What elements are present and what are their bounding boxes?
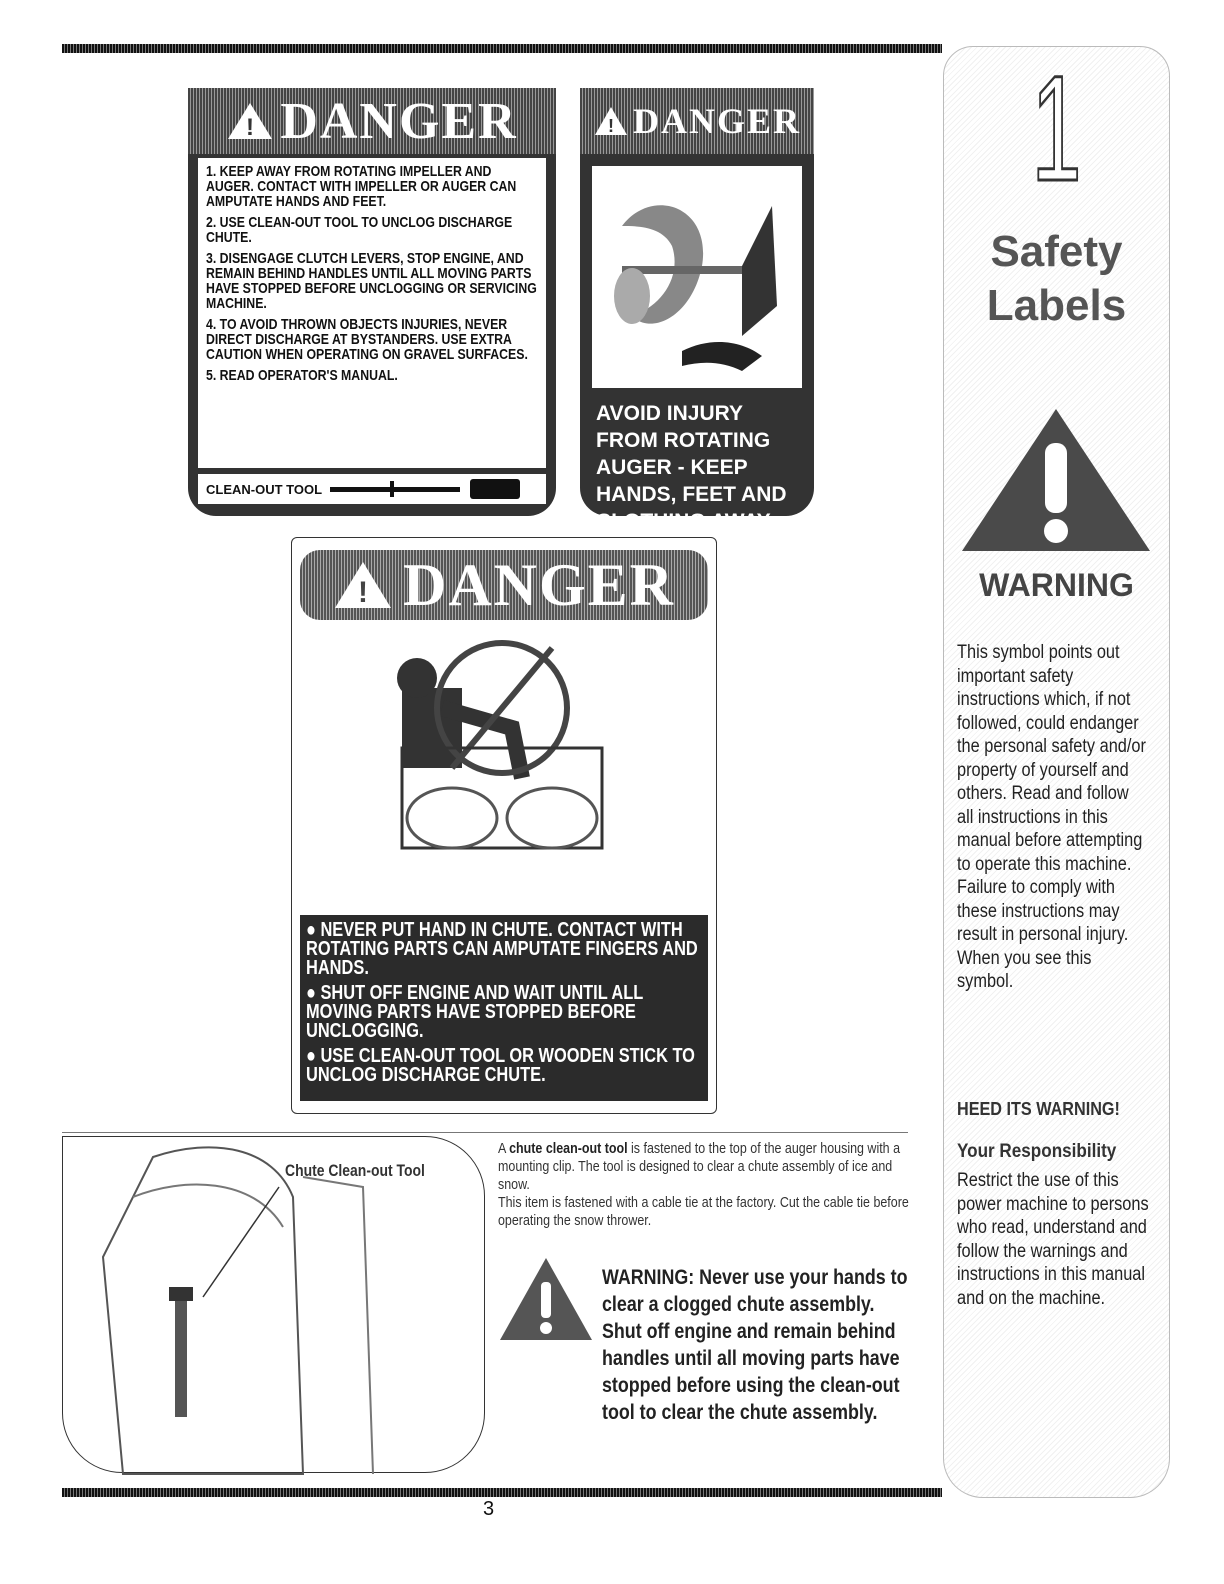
- danger-label-1-title: DANGER: [280, 92, 518, 150]
- list-item: ● SHUT OFF ENGINE AND WAIT UNTIL ALL MOVING PARTS HAVE STOPPED BEFORE UNCLOGGING.: [306, 982, 643, 1042]
- chute-callout: Chute Clean-out Tool: [285, 1161, 425, 1180]
- svg-text:!: !: [607, 116, 614, 136]
- danger-label-3: [291, 537, 717, 1114]
- warning-triangle-icon: [498, 1256, 594, 1342]
- danger-label-3-title: DANGER: [402, 551, 675, 618]
- clean-out-tool-label: CLEAN-OUT TOOL: [206, 481, 323, 497]
- clean-out-tool-strip: [198, 474, 546, 504]
- chute-tool-term: chute clean-out tool: [509, 1141, 628, 1157]
- list-item: ● NEVER PUT HAND IN CHUTE. CONTACT WITH ROTATING PARTS CAN AMPUTATE FINGERS AND HANDS.: [306, 919, 698, 979]
- svg-text:!: !: [246, 114, 255, 141]
- list-item: 1. KEEP AWAY FROM ROTATING IMPELLER AND AUGER. CONTACT WITH IMPELLER OR AUGER CAN AMPUTATE HANDS AND FEET.: [206, 163, 517, 210]
- alert-triangle-icon: [226, 101, 274, 141]
- heed-warning: HEED ITS WARNING!: [957, 1099, 1120, 1119]
- chute-illustration: [63, 1137, 486, 1474]
- chapter-number: 1: [1031, 44, 1082, 212]
- top-rule: [62, 44, 942, 53]
- list-item: 4. TO AVOID THROWN OBJECTS INJURIES, NEVER DIRECT DISCHARGE AT BYSTANDERS. USE EXTRA CAUTION WHEN OPERATING ON GRAVEL SURFACES.: [206, 316, 528, 363]
- svg-text:!: !: [357, 576, 368, 609]
- alert-triangle-icon: [593, 105, 629, 137]
- sidebar-warning-word: WARNING: [979, 567, 1134, 603]
- auger-hazard-icon: [592, 166, 802, 388]
- hand-in-chute-pictogram: [382, 628, 632, 858]
- danger-label-1: [188, 88, 556, 516]
- clean-out-tool-icon: [330, 477, 530, 501]
- list-item: 5. READ OPERATOR'S MANUAL.: [206, 367, 398, 384]
- safety-alert-icon: [958, 405, 1154, 555]
- page-number: 3: [483, 1498, 495, 1520]
- chapter-title: Safety Labels: [986, 227, 1127, 330]
- chute-figure: [62, 1136, 485, 1473]
- danger-label-2-message: AVOID INJURY FROM ROTATING AUGER - KEEP HANDS, FEET AND CLOTHING AWAY.: [596, 402, 787, 533]
- body-text-2: This item is fastened with a cable tie at the factory. Cut the cable tie before operating the snow thrower.: [498, 1195, 909, 1229]
- list-item: ● USE CLEAN-OUT TOOL OR WOODEN STICK TO UNCLOG DISCHARGE CHUTE.: [306, 1045, 695, 1086]
- symbol-description: This symbol points out important safety instructions which, if not followed, could endanger the personal safety and/or property of yourself and others. Read and follow all instructions in this manual before attempting to operate this machine. Failure to comply with these instructions may result in personal injury. When you see this symbol.: [957, 642, 1146, 992]
- danger-label-3-bullets: [300, 915, 708, 1101]
- body-text-1: A chute clean-out tool is fastened to the top of the auger housing with a mounting clip. The tool is designed to clear a chute assembly of ice and snow.: [498, 1141, 901, 1193]
- list-item: 3. DISENGAGE CLUTCH LEVERS, STOP ENGINE, AND REMAIN BEHIND HANDLES UNTIL ALL MOVING PARTS HAVE STOPPED BEFORE UNCLOGGING OR SERVICING MACHINE.: [206, 250, 537, 312]
- responsibility-text: Restrict the use of this power machine to persons who read, understand and follow the warnings and instructions in this manual and on the machine.: [957, 1170, 1149, 1309]
- danger-label-2-title: DANGER: [632, 101, 801, 141]
- auger-pictogram: [592, 166, 802, 388]
- responsibility-title: Your Responsibility: [957, 1141, 1117, 1162]
- danger-label-1-list: [206, 164, 542, 383]
- alert-triangle-icon: [333, 560, 393, 610]
- bottom-rule: [62, 1488, 942, 1497]
- danger-label-1-body: [198, 158, 546, 468]
- warning-text: WARNING: Never use your hands to clear a clogged chute assembly. Shut off engine and remain behind handles until all moving parts have stopped before using the clean-out tool to clear the chute assembly.: [602, 1266, 908, 1424]
- list-item: 2. USE CLEAN-OUT TOOL TO UNCLOG DISCHARGE CHUTE.: [206, 214, 513, 246]
- danger-label-1-header: [188, 88, 556, 154]
- danger-label-3-header: [300, 550, 708, 620]
- danger-label-2: [580, 88, 814, 533]
- danger-label-2-header: [580, 88, 814, 154]
- section-divider: [62, 1132, 908, 1133]
- sidebar: [943, 46, 1170, 1498]
